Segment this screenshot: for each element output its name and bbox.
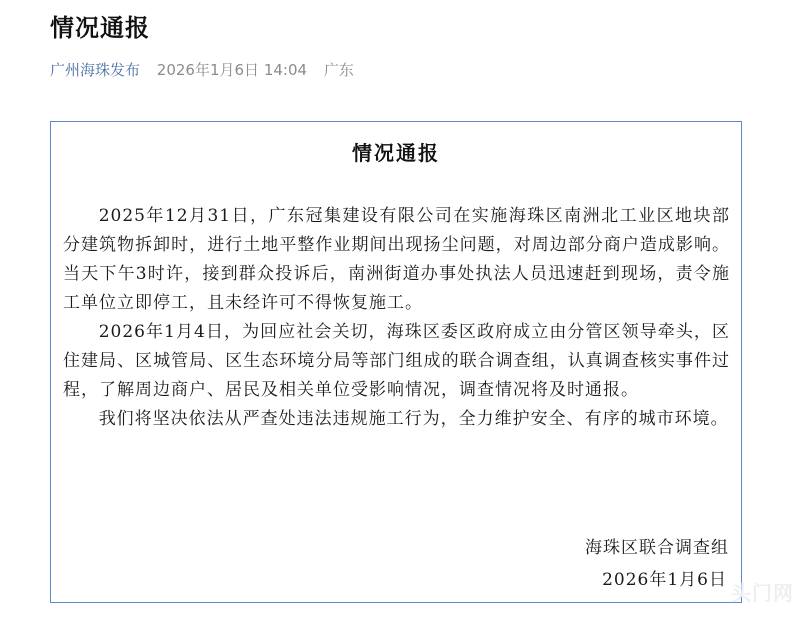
notice-image [50,121,742,603]
article-meta [50,59,354,80]
notice-body [63,202,730,434]
article-title: 情况通报 [50,14,150,42]
publish-datetime: 2026年1月6日 14:04 [156,61,308,79]
notice-title: 情况通报 [352,141,440,165]
source-account-link[interactable]: 广州海珠发布 [50,61,141,79]
notice-paragraph: 2026年1月4日，为回应社会关切，海珠区委区政府成立由分管区领导牵头，区住建局、区城管局、区生态环境分局等部门组成的联合调查组，认真调查核实事件过程，了解周边商户、居民及相关单位受影响情况，调查情况将及时通报。 [63,322,730,400]
notice-signature-date: 2026年1月6日 [602,570,727,590]
publish-location: 广东 [323,61,354,79]
notice-signature-org: 海珠区联合调查组 [585,538,729,558]
notice-paragraph: 2025年12月31日，广东冠集建设有限公司在实施海珠区南洲北工业区地块部分建筑物拆卸时，进行土地平整作业期间出现扬尘问题，对周边部分商户造成影响。当天下午3时许，接到群众投诉后，南洲街道办事处执法人员迅速赶到现场，责令施工单位立即停工，且未经许可不得恢复施工。 [63,206,730,313]
watermark: 头门网 [731,581,794,605]
notice-paragraph: 我们将坚决依法从严查处违法违规施工行为，全力维护安全、有序的城市环境。 [98,409,729,429]
